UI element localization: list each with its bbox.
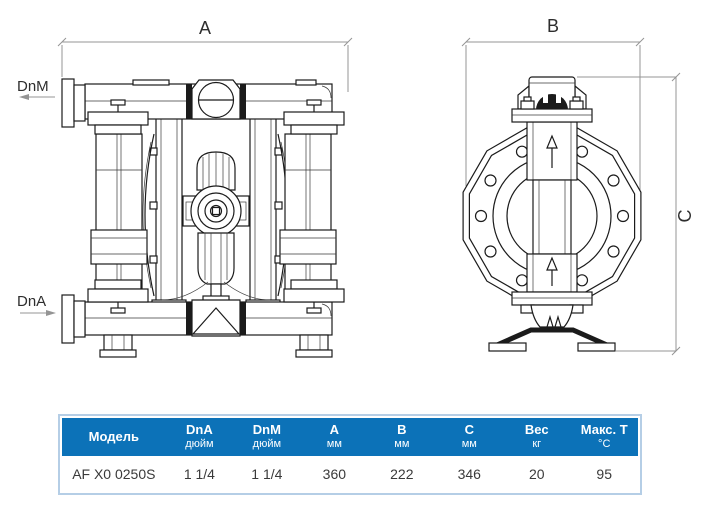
column-header-dna xyxy=(166,418,233,456)
flow-channel xyxy=(527,122,577,292)
dnm-label: DnM xyxy=(17,78,49,95)
side-top-port xyxy=(512,77,592,122)
column-header-unit: дюйм xyxy=(185,438,214,450)
cell-model: AF X0 0250S xyxy=(72,466,156,482)
column-header-a xyxy=(301,418,368,456)
table-row xyxy=(62,458,638,491)
column-header-label: DnM xyxy=(252,422,281,437)
dim-c-label: C xyxy=(675,209,695,223)
cell-weight: 20 xyxy=(528,466,545,482)
spec-table-header xyxy=(62,418,638,456)
dim-b-label: B xyxy=(546,16,560,36)
column-header-max-temp xyxy=(570,418,637,456)
column-header-label: Модель xyxy=(88,428,139,444)
column-header-unit: кг xyxy=(532,438,542,450)
column-header-dnm xyxy=(233,418,300,456)
column-header-unit: дюйм xyxy=(252,438,282,450)
column-header-label: Вес xyxy=(524,422,549,437)
cell-c: 346 xyxy=(457,466,481,482)
column-header-c xyxy=(436,418,503,456)
column-header-weight xyxy=(503,418,570,456)
spec-table xyxy=(58,414,642,495)
cell-max-temp: 95 xyxy=(596,466,612,482)
column-header-label: B xyxy=(397,422,407,437)
column-header-b xyxy=(368,418,435,456)
column-header-unit: мм xyxy=(461,438,477,450)
cell-a: 360 xyxy=(322,466,347,482)
side-view xyxy=(462,16,695,355)
cell-b: 222 xyxy=(390,466,414,482)
suction-port-callout xyxy=(17,293,56,316)
column-header-label: A xyxy=(329,422,340,437)
column-header-label: Макс. Т xyxy=(580,422,628,437)
cell-dnm: 1 1/4 xyxy=(251,466,283,482)
column-header-label: DnA xyxy=(186,422,213,437)
column-header-label: C xyxy=(464,422,474,437)
column-header-unit: мм xyxy=(326,438,342,450)
cell-dna: 1 1/4 xyxy=(183,466,215,482)
front-view xyxy=(17,18,352,357)
dim-a-label: A xyxy=(198,18,212,38)
dna-label: DnA xyxy=(17,293,47,310)
front-feet xyxy=(100,335,332,357)
dna-arrow-icon xyxy=(46,310,56,316)
column-header-model xyxy=(62,418,166,456)
column-header-unit: мм xyxy=(394,438,410,450)
column-header-unit: °C xyxy=(598,438,611,450)
discharge-port-callout xyxy=(17,78,55,100)
side-bottom-port-stand xyxy=(489,292,615,351)
